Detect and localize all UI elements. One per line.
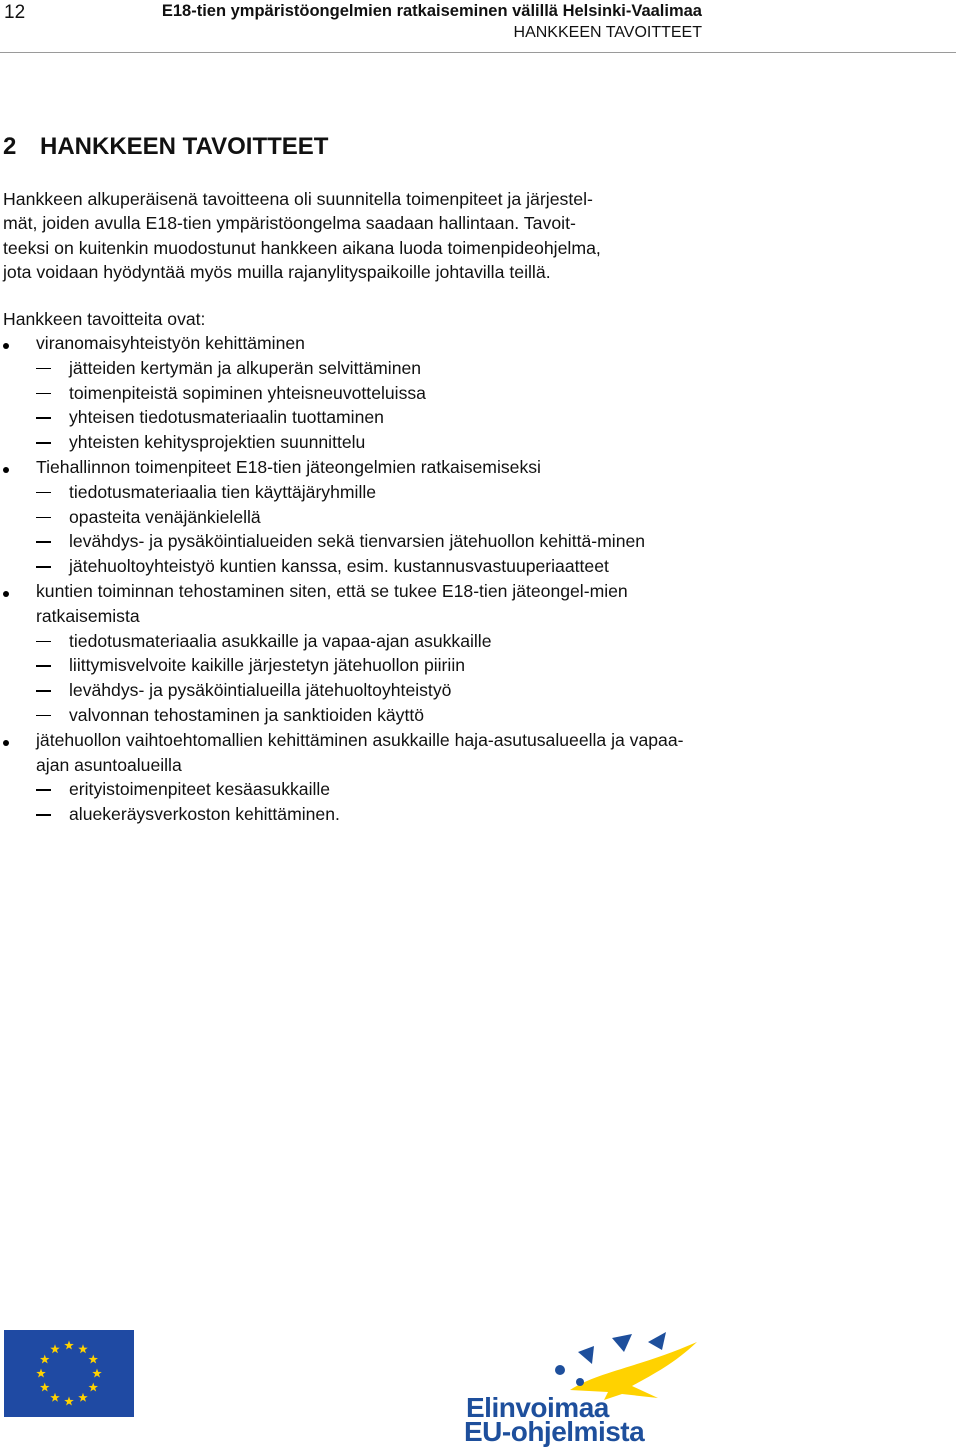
subgoal-text: erityistoimenpiteet kesäasukkaille [69,779,331,800]
goals-list [3,331,723,827]
list-item [3,629,723,654]
sub-list [36,777,723,827]
eu-flag-icon [4,1330,134,1417]
dash-icon [36,393,51,394]
dash-icon [36,566,51,567]
goal-text: jätehuollon vaihtoehtomallien kehittäminen asukkaille haja-asutusalueella ja vapaa-ajan asuntoalueilla [36,729,684,775]
list-item [3,678,723,703]
goal-text: kuntien toiminnan tehostaminen siten, että se tukee E18-tien jäteongel-mien ratkaisemista [36,581,628,626]
subgoal-text: levähdys- ja pysäköintialueiden sekä tienvarsien jätehuollon kehittä-minen [69,531,646,552]
list-item [3,480,723,505]
goal-text: viranomaisyhteistyön kehittäminen [36,333,305,354]
running-title: E18-tien ympäristöongelmien ratkaiseminen välillä Helsinki-Vaalimaa [161,2,702,20]
dash-icon [36,715,51,716]
list-item [3,331,723,455]
intro-line: Hankkeen alkuperäisenä tavoitteena oli suunnitella toimenpiteet ja järjestel- [3,189,593,209]
subgoal-text: jätteiden kertymän ja alkuperän selvittäminen [69,357,422,378]
list-item [3,356,723,381]
list-item [3,579,723,728]
bullet-icon [3,467,9,473]
goal-text: Tiehallinnon toimenpiteet E18-tien jäteongelmien ratkaisemiseksi [36,457,541,478]
subgoal-text: valvonnan tehostaminen ja sanktioiden käyttö [69,704,425,725]
logo-star-icon [462,1330,700,1400]
list-item [3,529,723,554]
dash-icon [36,541,51,542]
subgoal-text: yhteisen tiedotusmateriaalin tuottaminen [69,407,384,428]
logo-text: EU-ohjelmista [464,1416,645,1447]
sub-list [36,480,723,579]
subgoal-text: yhteisten kehitysprojektien suunnittelu [69,432,366,453]
section-heading [3,132,723,162]
subgoal-text: levähdys- ja pysäköintialueilla jätehuoltoyhteistyö [69,680,452,701]
section-title: HANKKEEN TAVOITTEET [40,133,329,160]
intro-line: mät, joiden avulla E18-tien ympäristöongelma saadaan hallintaan. Tavoit- [3,213,576,234]
list-item [3,703,723,728]
list-item [3,777,723,802]
sub-list [36,629,723,728]
list-item [3,430,723,455]
list-item [3,554,723,579]
header-divider [0,52,956,53]
dash-icon [36,814,51,815]
subgoal-text: opasteita venäjänkielellä [69,506,261,527]
dash-icon [36,492,51,493]
list-item [3,381,723,406]
dash-icon [36,517,51,518]
list-item [3,728,723,827]
main-content [3,132,723,827]
bullet-icon [3,343,9,349]
bullet-icon [3,740,9,746]
list-item [3,405,723,430]
list-item [3,455,723,579]
bullet-icon [3,591,9,597]
dash-icon [36,368,51,369]
list-item [3,802,723,827]
subgoal-text: tiedotusmateriaalia asukkaille ja vapaa-ajan asukkaille [69,630,492,651]
list-item [3,505,723,530]
dash-icon [36,442,51,443]
dash-icon [36,789,51,790]
intro-line: teeksi on kuitenkin muodostunut hankkeen aikana luoda toimenpideohjelma, [3,237,601,258]
program-logo [462,1330,700,1445]
list-item [3,653,723,678]
subgoal-text: jätehuoltoyhteistyö kuntien kanssa, esim. kustannusvastuuperiaatteet [69,556,609,577]
dash-icon [36,690,51,691]
intro-paragraph [3,187,708,285]
page-number: 12 [4,2,26,23]
sub-list [36,356,723,455]
subgoal-text: tiedotusmateriaalia tien käyttäjäryhmille [69,481,377,502]
page-header [0,0,960,54]
running-section: HANKKEEN TAVOITTEET [513,24,702,41]
section-number: 2 [3,133,17,160]
subgoal-text: liittymisvelvoite kaikille järjestetyn jätehuollon piiriin [69,655,466,676]
goals-lead: Hankkeen tavoitteita ovat: [3,308,206,329]
dash-icon [36,665,51,666]
dash-icon [36,417,51,418]
subgoal-text: toimenpiteistä sopiminen yhteisneuvotteluissa [69,382,426,403]
subgoal-text: aluekeräysverkoston kehittäminen. [69,804,340,825]
logo-text: Elinvoimaa [466,1392,609,1423]
intro-line: jota voidaan hyödyntää myös muilla rajanylityspaikoille johtavilla teillä. [3,262,551,283]
dash-icon [36,641,51,642]
